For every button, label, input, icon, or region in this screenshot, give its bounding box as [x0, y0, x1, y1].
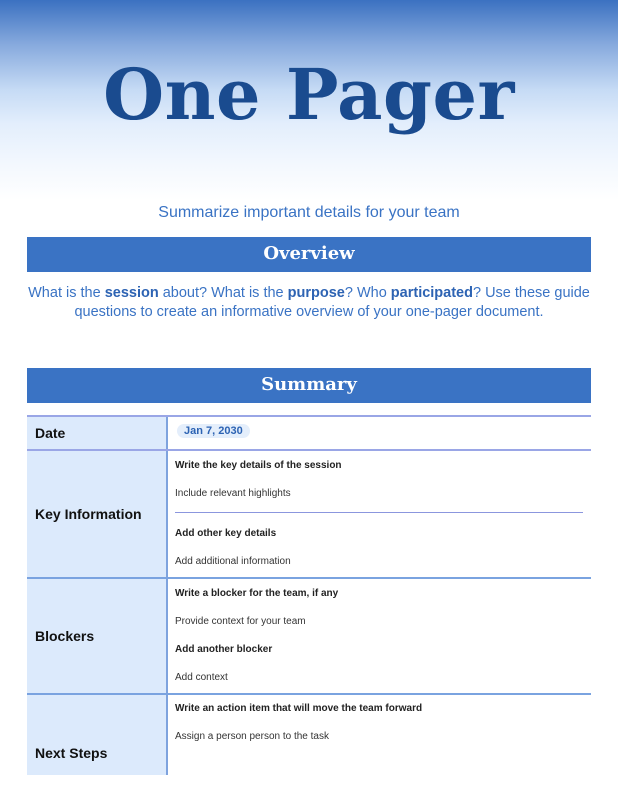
item-heading[interactable]: Write an action item that will move the team forward: [175, 703, 423, 714]
overview-text-part: about? What is the: [158, 285, 288, 301]
page-subtitle: Summarize important details for your team: [158, 204, 460, 221]
table-row-key-information: [27, 449, 591, 577]
row-content: [168, 451, 591, 577]
table-row-date: [27, 415, 591, 449]
row-label: Date: [27, 417, 168, 449]
divider: [175, 512, 583, 513]
overview-text-bold: purpose: [287, 285, 345, 301]
row-label: Blockers: [27, 579, 168, 693]
item-text[interactable]: Provide context for your team: [175, 616, 306, 627]
overview-heading: Overview: [27, 237, 591, 272]
overview-text: [20, 284, 598, 322]
row-label: Next Steps: [27, 695, 168, 775]
row-content: [168, 695, 591, 775]
item-text[interactable]: Add context: [175, 672, 228, 683]
summary-table: [27, 415, 591, 775]
table-row-next-steps: [27, 693, 591, 775]
item-heading[interactable]: Write a blocker for the team, if any: [175, 588, 339, 599]
item-text[interactable]: Assign a person person to the task: [175, 731, 329, 742]
date-badge[interactable]: Jan 7, 2030: [177, 424, 250, 438]
overview-text-bold: participated: [390, 285, 473, 301]
overview-text-part: ? Who: [344, 285, 391, 301]
row-label: Key Information: [27, 451, 168, 577]
summary-heading: Summary: [27, 368, 591, 403]
overview-text-part: What is the: [28, 285, 105, 301]
row-content: [168, 417, 591, 449]
item-heading[interactable]: Add another blocker: [175, 644, 273, 655]
overview-text-bold: session: [104, 285, 159, 301]
item-text[interactable]: Add additional information: [175, 556, 291, 567]
item-text[interactable]: Include relevant highlights: [175, 488, 291, 499]
item-heading[interactable]: Add other key details: [175, 528, 277, 539]
table-row-blockers: [27, 577, 591, 693]
row-content: [168, 579, 591, 693]
item-heading[interactable]: Write the key details of the session: [175, 460, 342, 471]
overview-text-part: ? Use these guide questions to create an informative overview of your one-pager document.: [74, 285, 590, 320]
page-title: One Pager: [103, 53, 515, 136]
